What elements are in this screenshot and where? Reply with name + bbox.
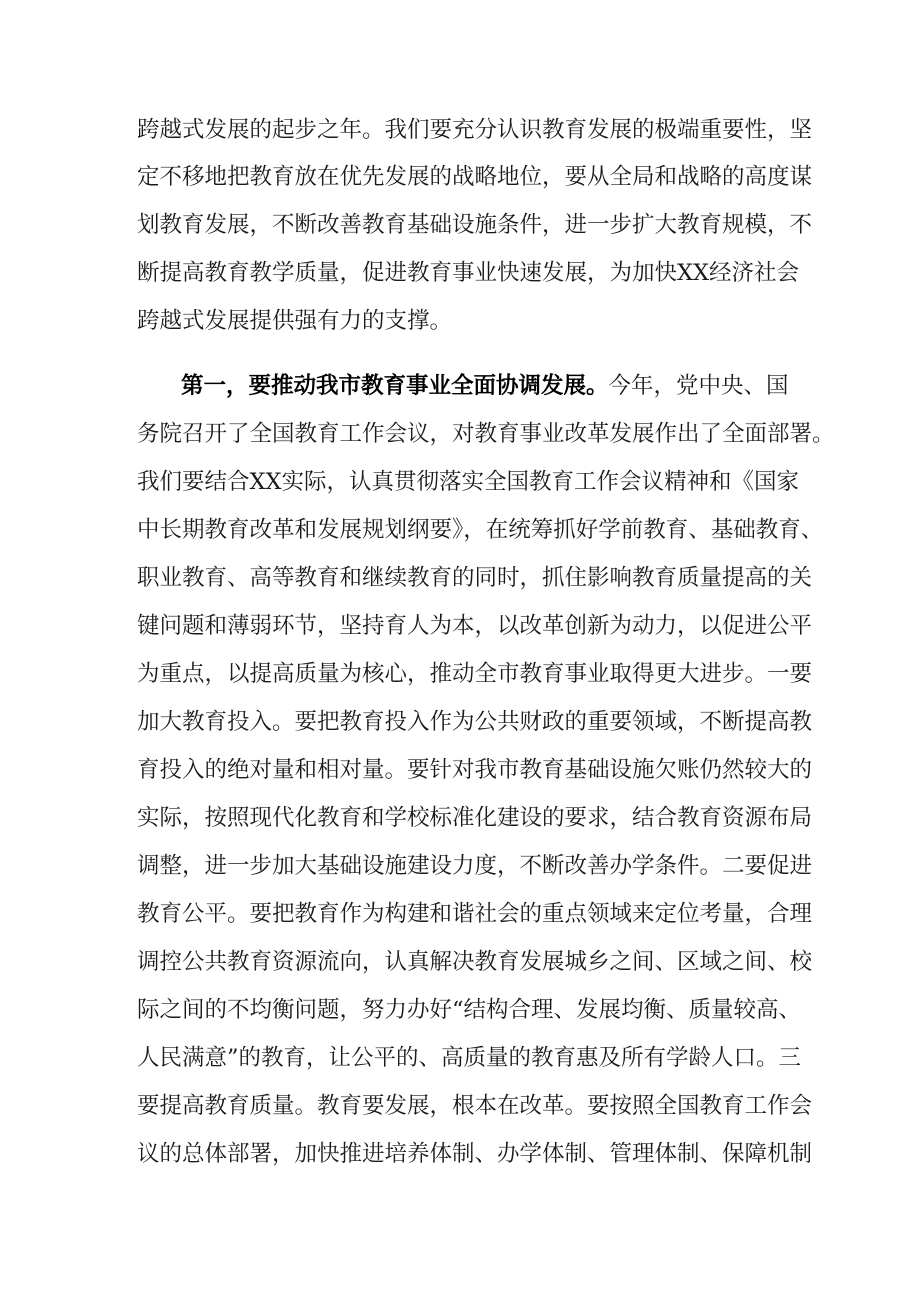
paragraph-2-line-10: 实际，按照现代化教育和学校标准化建设的要求，结合教育资源布局 [137, 805, 813, 831]
paragraph-2-line-16: 要提高教育质量。教育要发展，根本在改革。要按照全国教育工作会 [137, 1093, 813, 1119]
paragraph-2-line-17: 议的总体部署，加快推进培养体制、办学体制、管理体制、保障机制 [137, 1141, 813, 1167]
paragraph-2-line-14: 际之间的不均衡问题，努力办好“结构合理、发展均衡、质量较高、 [137, 997, 802, 1023]
paragraph-2-line-1 [181, 366, 787, 406]
paragraph-2-line-2: 务院召开了全国教育工作会议，对教育事业改革发展作出了全面部署。 [137, 421, 835, 447]
paragraph-2-line-4: 中长期教育改革和发展规划纲要》，在统筹抓好学前教育、基础教育、 [137, 517, 824, 543]
paragraph-1-line-4: 断提高教育教学质量，促进教育事业快速发展，为加快XX经济社会 [137, 260, 800, 286]
paragraph-2-line-8: 加大教育投入。要把教育投入作为公共财政的重要领域，不断提高教 [137, 709, 813, 735]
paragraph-2-line-6: 键问题和薄弱环节，坚持育人为本，以改革创新为动力，以促进公平 [137, 613, 813, 639]
paragraph-2-line-5: 职业教育、高等教育和继续教育的同时，抓住影响教育质量提高的关 [137, 565, 813, 591]
paragraph-1-line-3: 划教育发展，不断改善教育基础设施条件，进一步扩大教育规模，不 [137, 212, 813, 238]
paragraph-2-line-9: 育投入的绝对量和相对量。要针对我市教育基础设施欠账仍然较大的 [137, 757, 813, 783]
paragraph-2-line-11: 调整，进一步加大基础设施建设力度，不断改善办学条件。二要促进 [137, 853, 813, 879]
paragraph-1-line-5: 跨越式发展提供强有力的支撑。 [137, 308, 453, 334]
paragraph-1-line-1: 跨越式发展的起步之年。我们要充分认识教育发展的极端重要性，坚 [137, 117, 813, 143]
paragraph-2-line-15: 人民满意”的教育，让公平的、高质量的教育惠及所有学龄人口。三 [137, 1045, 802, 1071]
paragraph-2-line-7: 为重点，以提高质量为核心，推动全市教育事业取得更大进步。一要 [137, 661, 813, 687]
section-heading: 第一，要推动我市教育事业全面协调发展。 [181, 373, 609, 399]
paragraph-2-line-13: 调控公共教育资源流向，认真解决教育发展城乡之间、区域之间、校 [137, 949, 813, 975]
paragraph-1-line-2: 定不移地把教育放在优先发展的战略地位，要从全局和战略的高度谋 [137, 164, 813, 190]
paragraph-2-line-1-rest: 今年，党中央、国 [608, 373, 789, 399]
paragraph-2-line-3: 我们要结合XX实际，认真贯彻落实全国教育工作会议精神和《国家 [137, 469, 800, 495]
paragraph-2-line-12: 教育公平。要把教育作为构建和谐社会的重点领域来定位考量，合理 [137, 901, 813, 927]
